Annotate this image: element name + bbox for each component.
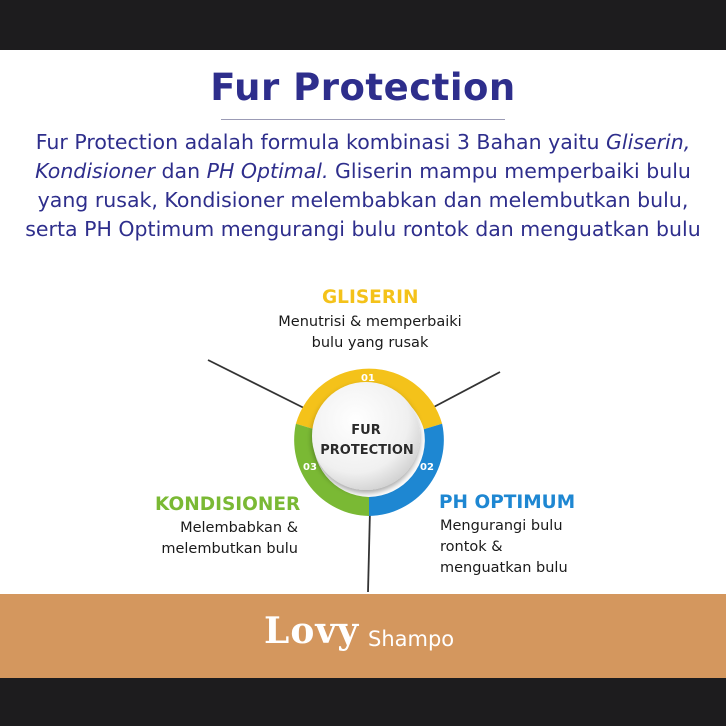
intro-text-2: Gliserin mampu memperbaiki bulu yang rusak, Kondisioner melembabkan dan melembutkan bulu, serta PH Optimum mengurangi bulu rontok dan menguatkan bulu	[25, 159, 701, 241]
brand-product: Shampo	[368, 627, 455, 651]
page-title: Fur Protection	[210, 66, 516, 109]
kondisioner-desc-line-2: melembutkan bulu	[161, 541, 298, 557]
gliserin-desc-line-2: bulu yang rusak	[311, 335, 429, 351]
bottom-bar	[0, 678, 726, 726]
ring-number-01: 01	[361, 373, 375, 384]
ph-optimum-desc	[440, 516, 568, 579]
connector-line-left	[208, 360, 306, 409]
hub-label-protection: PROTECTION	[320, 443, 414, 458]
ph-optimum-desc-line-3: menguatkan bulu	[440, 560, 568, 576]
hub-label-fur: FUR	[351, 423, 381, 438]
ring-number-03: 03	[303, 462, 317, 473]
ph-optimum-desc-line-2: rontok &	[440, 539, 503, 555]
kondisioner-desc	[158, 518, 298, 560]
connector-line-right	[430, 372, 500, 409]
ph-optimum-title: PH OPTIMUM	[439, 492, 576, 513]
intro-gliserin: Gliserin,	[606, 130, 691, 154]
intro-ph: PH Optimal.	[206, 159, 329, 183]
kondisioner-desc-line-1: Melembabkan &	[180, 520, 298, 536]
connector-line-bottom	[368, 510, 370, 592]
ph-optimum-desc-line-1: Mengurangi bulu	[440, 518, 563, 534]
brand-logo: Lovy	[264, 610, 360, 652]
gliserin-desc	[270, 312, 470, 354]
intro-dan: dan	[154, 159, 207, 183]
gliserin-desc-line-1: Menutrisi & memperbaiki	[278, 314, 462, 330]
intro-kondisioner: Kondisioner	[35, 159, 155, 183]
ring-number-02: 02	[420, 462, 434, 473]
intro-text-1: Fur Protection adalah formula kombinasi 3 Bahan yaitu	[35, 130, 607, 154]
kondisioner-title: KONDISIONER	[155, 494, 301, 515]
brand-band	[0, 594, 726, 678]
gliserin-title: GLISERIN	[322, 287, 419, 308]
